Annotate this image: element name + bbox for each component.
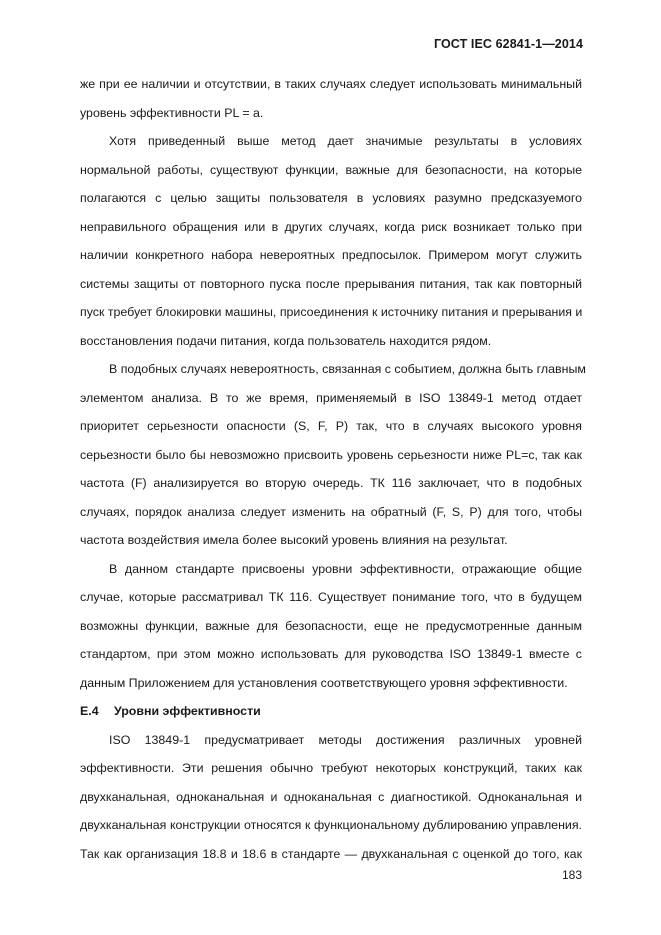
text-line: системы защиты от повторного пуска после прерывания питания, так как повторный: [80, 276, 582, 291]
text-line: элементом анализа. В то же время, применяемый в ISO 13849-1 метод отдает: [80, 390, 582, 405]
text-line: В данном стандарте присвоены уровни эффективности, отражающие общие: [109, 561, 582, 576]
text-line: эффективности. Эти решения обычно требуют некоторых конструкций, таких как: [80, 761, 582, 775]
text-line: случае, которые рассматривал ТК 116. Существует понимание того, что в будущем: [80, 590, 582, 604]
text-line: неправильного обращения или в других случаях, когда риск возникает только при: [80, 219, 582, 234]
text-line: приоритет серьезности опасности (S, F, P) так, что в случаях высокого уровня: [80, 419, 582, 433]
paragraph: [80, 559, 582, 702]
text-line: Хотя приведенный выше метод дает значимые результаты в условиях: [109, 134, 582, 148]
text-line: случаях, порядок анализа следует изменить на обратный (F, S, P) для того, чтобы: [80, 504, 582, 519]
text-line: двухканальная конструкции относятся к функциональному дублированию управления.: [80, 818, 582, 832]
document-header: ГОСТ IEC 62841-1—2014: [433, 37, 583, 51]
text-line: полагаются с целью защиты пользователя в условиях разумно предсказуемого: [80, 191, 582, 205]
paragraph: [80, 359, 586, 559]
paragraph: [80, 74, 582, 131]
text-line: ISO 13849-1 предусматривает методы достижения различных уровней: [109, 732, 582, 747]
document-body: [80, 74, 586, 872]
paragraph: [80, 730, 582, 873]
text-line: двухканальная, одноканальная и одноканальная с диагностикой. Одноканальная и: [80, 789, 582, 804]
section-heading: [80, 701, 582, 730]
text-line: наличии конкретного набора невероятных предпосылок. Примером могут служить: [80, 248, 582, 262]
text-line: восстановления подачи питания, когда пользователь находится рядом.: [80, 333, 492, 348]
text-line: серьезности было бы невозможно присвоить уровень серьезности ниже PL=c, так как: [80, 447, 582, 462]
page-number: 183: [561, 868, 582, 882]
text-line: частота воздействия имела более высокий уровень влияния на результат.: [80, 533, 508, 547]
text-line: В подобных случаях невероятность, связанная с событием, должна быть главным: [109, 362, 586, 376]
text-line: же при ее наличии и отсутствии, в таких случаях следует использовать минимальный: [80, 77, 582, 91]
text-line: пуск требует блокировки машины, присоединения к источнику питания и прерывания и: [80, 305, 583, 319]
text-line: уровень эффективности PL = a.: [80, 105, 264, 120]
text-line: стандартом, при этом можно использовать для руководства ISO 13849-1 вместе с: [80, 647, 582, 661]
text-line: данным Приложением для установления соответствующего уровня эффективности.: [80, 675, 568, 690]
text-line: нормальной работы, существуют функции, важные для безопасности, на которые: [80, 162, 582, 177]
paragraph: [80, 131, 582, 359]
text-line: частота (F) анализируется во вторую очередь. ТК 116 заключает, что в подобных: [80, 476, 582, 490]
section-title: Уровни эффективности: [114, 704, 261, 718]
text-line: Так как организация 18.8 и 18.6 в стандарте — двухканальная с оценкой до того, как: [80, 846, 582, 861]
text-line: возможны функции, важные для безопасности, еще не предусмотренные данным: [80, 618, 582, 633]
section-number: Е.4: [80, 704, 99, 718]
